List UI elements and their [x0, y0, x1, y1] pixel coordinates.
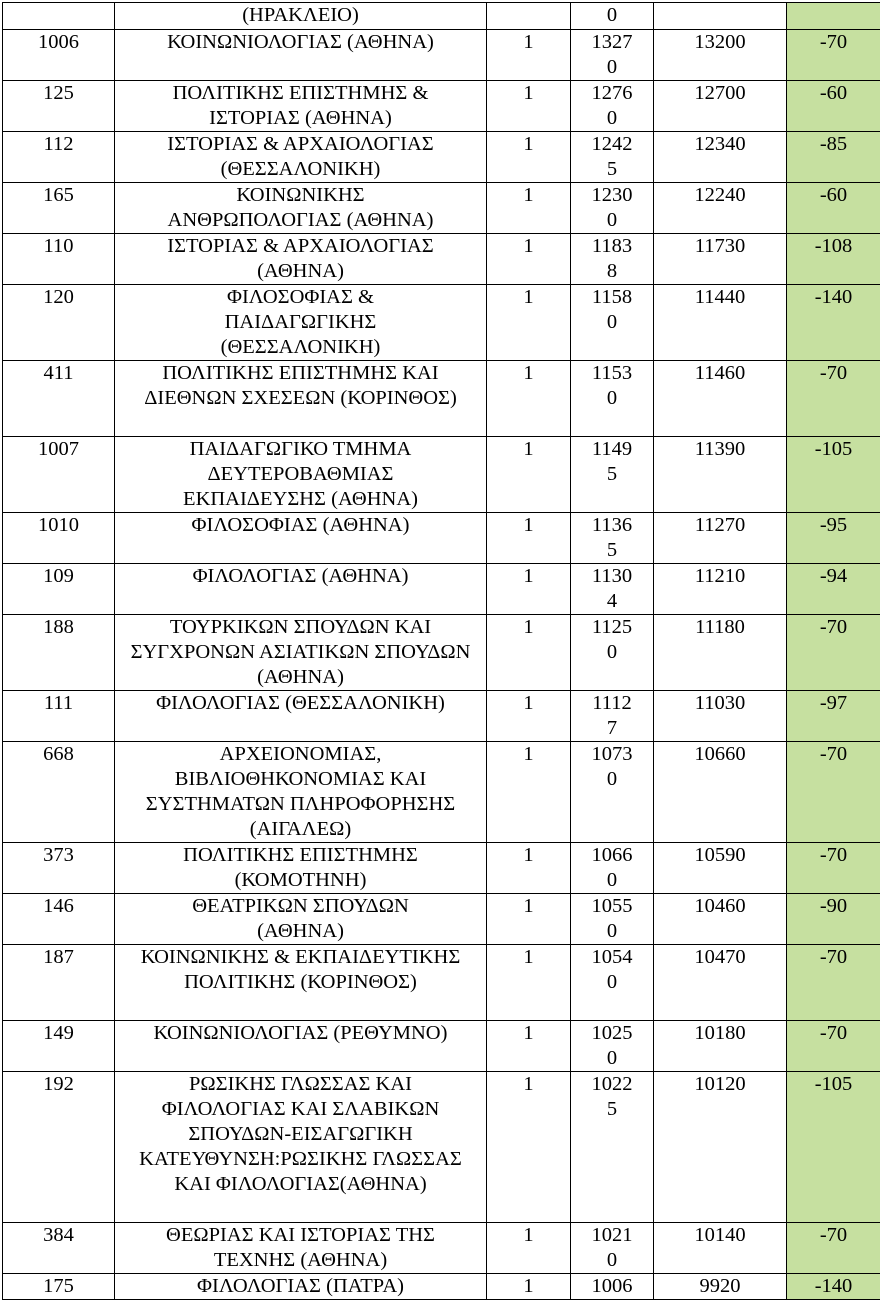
base-cell-text: 11210 [695, 565, 746, 587]
score-cell [571, 742, 654, 843]
difference-cell [787, 615, 880, 691]
difference-cell [787, 361, 880, 437]
code-cell-text: 109 [43, 565, 74, 587]
department-cell-text: ΦΙΛΟΛΟΓΙΑΣ (ΠΑΤΡΑ) [197, 1274, 404, 1299]
positions-cell [487, 361, 571, 437]
difference-cell-text: -94 [820, 565, 847, 587]
base-cell [654, 285, 787, 361]
score-cell-text: 11127 [588, 691, 636, 741]
base-cell-text: 10120 [694, 1073, 745, 1095]
score-cell-text: 10540 [588, 945, 636, 995]
code-cell-text: 110 [44, 235, 74, 257]
base-cell-text: 12700 [694, 82, 745, 104]
code-cell [3, 742, 115, 843]
code-cell [3, 3, 115, 30]
code-cell-text: 175 [43, 1275, 74, 1297]
table-row [3, 742, 880, 843]
positions-cell-text: 1 [523, 514, 533, 536]
department-cell-text: (ΗΡΑΚΛΕΙΟ) [242, 3, 359, 28]
base-cell [654, 945, 787, 1021]
table-row [3, 1021, 880, 1072]
table-row [3, 3, 880, 30]
score-cell [571, 437, 654, 513]
score-cell [571, 361, 654, 437]
positions-cell-text: 1 [523, 438, 533, 460]
table-row [3, 132, 880, 183]
score-cell-text: 12425 [588, 132, 636, 182]
code-cell-text: 120 [43, 286, 74, 308]
department-cell-text: ΠΟΛΙΤΙΚΗΣ ΕΠΙΣΤΗΜΗΣ (ΚΟΜΟΤΗΝΗ) [151, 843, 451, 893]
code-cell-text: 125 [43, 82, 74, 104]
score-cell-text: 10660 [588, 843, 636, 893]
positions-cell [487, 1274, 571, 1300]
score-cell-text: 12300 [588, 183, 636, 233]
score-cell-text: 11530 [588, 361, 636, 411]
department-cell [115, 183, 487, 234]
base-cell [654, 894, 787, 945]
score-cell [571, 564, 654, 615]
base-cell-text: 13200 [694, 31, 745, 53]
table-row [3, 564, 880, 615]
positions-cell [487, 132, 571, 183]
code-cell [3, 843, 115, 894]
positions-cell-text: 1 [523, 844, 533, 866]
difference-cell [787, 234, 880, 285]
base-cell-text: 10460 [694, 895, 745, 917]
code-cell-text: 188 [43, 616, 74, 638]
difference-cell [787, 132, 880, 183]
table-row [3, 1223, 880, 1274]
department-cell [115, 945, 487, 1021]
score-cell [571, 1021, 654, 1072]
department-cell [115, 3, 487, 30]
base-cell-text: 10180 [694, 1022, 745, 1044]
positions-cell-text: 1 [523, 133, 533, 155]
code-cell [3, 894, 115, 945]
score-cell [571, 691, 654, 742]
positions-cell-text: 1 [523, 616, 533, 638]
score-cell [571, 30, 654, 81]
difference-cell [787, 513, 880, 564]
department-cell [115, 742, 487, 843]
table-row [3, 513, 880, 564]
table-row [3, 1072, 880, 1223]
base-cell [654, 1072, 787, 1223]
base-cell [654, 234, 787, 285]
base-cell [654, 81, 787, 132]
code-cell [3, 1223, 115, 1274]
base-cell [654, 183, 787, 234]
difference-cell [787, 285, 880, 361]
score-cell-text: 11580 [588, 285, 636, 335]
base-cell-text: 10590 [694, 844, 745, 866]
score-cell [571, 285, 654, 361]
difference-cell-text: -95 [820, 514, 847, 536]
department-cell-text: ΦΙΛΟΛΟΓΙΑΣ (ΘΕΣΣΑΛΟΝΙΚΗ) [156, 691, 445, 716]
code-cell [3, 437, 115, 513]
department-cell-text: ΚΟΙΝΩΝΙΟΛΟΓΙΑΣ (ΡΕΘΥΜΝΟ) [154, 1021, 448, 1046]
department-cell-text: ΚΟΙΝΩΝΙΚΗΣ & ΕΚΠΑΙΔΕΥΤΙΚΗΣ ΠΟΛΙΤΙΚΗΣ (ΚΟΡΙΝΘΟΣ) [121, 945, 481, 995]
base-cell [654, 437, 787, 513]
difference-cell-text: -70 [820, 844, 847, 866]
score-cell [571, 615, 654, 691]
positions-cell-text: 1 [523, 1275, 533, 1297]
positions-cell-text: 1 [523, 565, 533, 587]
difference-cell-text: -70 [820, 1224, 847, 1246]
score-cell [571, 843, 654, 894]
code-cell-text: 187 [43, 946, 74, 968]
code-cell [3, 1072, 115, 1223]
department-cell [115, 1072, 487, 1223]
positions-cell-text: 1 [523, 1022, 533, 1044]
difference-cell-text: -105 [815, 438, 853, 460]
code-cell [3, 1021, 115, 1072]
score-cell [571, 234, 654, 285]
table-row [3, 894, 880, 945]
positions-cell [487, 615, 571, 691]
difference-cell [787, 1021, 880, 1072]
code-cell-text: 192 [43, 1073, 74, 1095]
code-cell-text: 111 [44, 692, 73, 714]
base-cell-text: 11180 [695, 616, 745, 638]
department-cell [115, 81, 487, 132]
base-cell [654, 742, 787, 843]
positions-cell [487, 183, 571, 234]
positions-cell [487, 564, 571, 615]
department-cell [115, 843, 487, 894]
table-row [3, 1274, 880, 1300]
table-row [3, 691, 880, 742]
positions-cell [487, 513, 571, 564]
difference-cell-text: -97 [820, 692, 847, 714]
table-row [3, 30, 880, 81]
code-cell [3, 945, 115, 1021]
table-row [3, 81, 880, 132]
department-cell [115, 513, 487, 564]
department-cell-text: ΠΑΙΔΑΓΩΓΙΚΟ ΤΜΗΜΑ ΔΕΥΤΕΡΟΒΑΘΜΙΑΣ ΕΚΠΑΙΔΕΥΣΗΣ (ΑΘΗΝΑ) [151, 437, 451, 512]
base-cell [654, 1223, 787, 1274]
score-cell [571, 513, 654, 564]
code-cell [3, 1274, 115, 1300]
base-cell-text: 10660 [694, 743, 745, 765]
code-cell [3, 615, 115, 691]
department-cell-text: ΑΡΧΕΙΟΝΟΜΙΑΣ, ΒΙΒΛΙΟΘΗΚΟΝΟΜΙΑΣ ΚΑΙ ΣΥΣΤΗΜΑΤΩΝ ΠΛΗΡΟΦΟΡΗΣΗΣ (ΑΙΓΑΛΕΩ) [121, 742, 481, 842]
table-row [3, 234, 880, 285]
base-cell [654, 691, 787, 742]
base-cell [654, 843, 787, 894]
score-cell-text: 13270 [588, 30, 636, 80]
base-cell [654, 564, 787, 615]
score-cell-text: 11250 [588, 615, 636, 665]
difference-cell [787, 1223, 880, 1274]
difference-cell [787, 1072, 880, 1223]
base-cell [654, 615, 787, 691]
code-cell [3, 361, 115, 437]
code-cell-text: 112 [44, 133, 74, 155]
positions-cell-text: 1 [523, 946, 533, 968]
score-cell [571, 1274, 654, 1300]
results-table [2, 2, 880, 1300]
score-cell-text: 11838 [588, 234, 636, 284]
positions-cell [487, 234, 571, 285]
difference-cell-text: -70 [820, 946, 847, 968]
score-cell-text: 1006 [588, 1274, 636, 1299]
base-cell-text: 12240 [694, 184, 745, 206]
code-cell-text: 146 [43, 895, 74, 917]
positions-cell-text: 1 [523, 1073, 533, 1095]
department-cell-text: ΙΣΤΟΡΙΑΣ & ΑΡΧΑΙΟΛΟΓΙΑΣ (ΘΕΣΣΑΛΟΝΙΚΗ) [131, 132, 471, 182]
difference-cell-text: -108 [815, 235, 853, 257]
difference-cell-text: -105 [815, 1073, 853, 1095]
positions-cell-text: 1 [523, 286, 533, 308]
code-cell [3, 691, 115, 742]
department-cell-text: ΚΟΙΝΩΝΙΚΗΣ ΑΝΘΡΩΠΟΛΟΓΙΑΣ (ΑΘΗΝΑ) [151, 183, 451, 233]
score-cell-text: 12760 [588, 81, 636, 131]
department-cell [115, 437, 487, 513]
table-row [3, 843, 880, 894]
table-row [3, 361, 880, 437]
base-cell-text: 9920 [700, 1275, 741, 1297]
base-cell-text: 11030 [695, 692, 746, 714]
code-cell [3, 81, 115, 132]
difference-cell-text: -70 [820, 743, 847, 765]
positions-cell-text: 1 [523, 235, 533, 257]
difference-cell [787, 30, 880, 81]
score-cell [571, 894, 654, 945]
code-cell [3, 513, 115, 564]
base-cell [654, 3, 787, 30]
code-cell [3, 132, 115, 183]
department-cell-text: ΙΣΤΟΡΙΑΣ & ΑΡΧΑΙΟΛΟΓΙΑΣ (ΑΘΗΝΑ) [131, 234, 471, 284]
code-cell [3, 183, 115, 234]
code-cell-text: 1007 [38, 438, 79, 460]
code-cell-text: 384 [43, 1224, 74, 1246]
department-cell-text: ΤΟΥΡΚΙΚΩΝ ΣΠΟΥΔΩΝ ΚΑΙ ΣΥΓΧΡΟΝΩΝ ΑΣΙΑΤΙΚΩΝ ΣΠΟΥΔΩΝ (ΑΘΗΝΑ) [121, 615, 481, 690]
difference-cell-text: -70 [820, 616, 847, 638]
score-cell-text: 11365 [588, 513, 636, 563]
difference-cell-text: -60 [820, 82, 847, 104]
department-cell [115, 132, 487, 183]
department-cell-text: ΘΕΑΤΡΙΚΩΝ ΣΠΟΥΔΩΝ (ΑΘΗΝΑ) [151, 894, 451, 944]
score-cell [571, 1072, 654, 1223]
positions-cell [487, 81, 571, 132]
difference-cell [787, 945, 880, 1021]
table-row [3, 615, 880, 691]
base-cell [654, 30, 787, 81]
department-cell [115, 691, 487, 742]
results-table-body [3, 3, 880, 1300]
positions-cell-text: 1 [523, 895, 533, 917]
difference-cell [787, 183, 880, 234]
positions-cell-text: 1 [523, 743, 533, 765]
positions-cell-text: 1 [523, 31, 533, 53]
difference-cell-text: -70 [820, 31, 847, 53]
difference-cell-text: -140 [815, 1275, 853, 1297]
difference-cell-text: -70 [820, 362, 847, 384]
positions-cell-text: 1 [523, 82, 533, 104]
code-cell-text: 411 [44, 362, 74, 384]
table-row [3, 285, 880, 361]
code-cell [3, 564, 115, 615]
department-cell [115, 1223, 487, 1274]
code-cell [3, 30, 115, 81]
code-cell-text: 668 [43, 743, 74, 765]
score-cell-text: 10730 [588, 742, 636, 792]
code-cell-text: 1006 [38, 31, 79, 53]
base-cell [654, 513, 787, 564]
positions-cell [487, 30, 571, 81]
difference-cell [787, 437, 880, 513]
department-cell-text: ΡΩΣΙΚΗΣ ΓΛΩΣΣΑΣ ΚΑΙ ΦΙΛΟΛΟΓΙΑΣ ΚΑΙ ΣΛΑΒΙΚΩΝ ΣΠΟΥΔΩΝ-ΕΙΣΑΓΩΓΙΚΗ ΚΑΤΕΥΘΥΝΣΗ:ΡΩΣΙΚΗΣ ΓΛΩΣΣΑΣ ΚΑΙ ΦΙΛΟΛΟΓΙΑΣ(ΑΘΗΝΑ) [126, 1072, 476, 1197]
positions-cell [487, 894, 571, 945]
positions-cell [487, 843, 571, 894]
positions-cell [487, 437, 571, 513]
department-cell-text: ΘΕΩΡΙΑΣ ΚΑΙ ΙΣΤΟΡΙΑΣ ΤΗΣ ΤΕΧΝΗΣ (ΑΘΗΝΑ) [136, 1223, 466, 1273]
score-cell [571, 945, 654, 1021]
score-cell-text: 10550 [588, 894, 636, 944]
difference-cell [787, 3, 880, 30]
department-cell-text: ΠΟΛΙΤΙΚΗΣ ΕΠΙΣΤΗΜΗΣ & ΙΣΤΟΡΙΑΣ (ΑΘΗΝΑ) [151, 81, 451, 131]
department-cell [115, 1021, 487, 1072]
base-cell-text: 11440 [695, 286, 746, 308]
difference-cell [787, 843, 880, 894]
department-cell [115, 894, 487, 945]
positions-cell [487, 3, 571, 30]
difference-cell [787, 564, 880, 615]
difference-cell [787, 691, 880, 742]
score-cell-text: 0 [607, 3, 617, 28]
difference-cell [787, 1274, 880, 1300]
base-cell-text: 11460 [695, 362, 746, 384]
positions-cell-text: 1 [523, 692, 533, 714]
base-cell-text: 10470 [694, 946, 745, 968]
positions-cell [487, 1021, 571, 1072]
base-cell-text: 10140 [694, 1224, 745, 1246]
department-cell [115, 285, 487, 361]
base-cell-text: 11390 [695, 438, 746, 460]
department-cell [115, 234, 487, 285]
score-cell [571, 1223, 654, 1274]
department-cell [115, 1274, 487, 1300]
positions-cell [487, 1072, 571, 1223]
score-cell-text: 10250 [588, 1021, 636, 1071]
score-cell [571, 132, 654, 183]
base-cell-text: 11270 [695, 514, 746, 536]
score-cell [571, 81, 654, 132]
table-row [3, 437, 880, 513]
score-cell [571, 183, 654, 234]
positions-cell-text: 1 [523, 362, 533, 384]
base-cell-text: 12340 [694, 133, 745, 155]
difference-cell [787, 742, 880, 843]
code-cell-text: 1010 [38, 514, 79, 536]
base-cell [654, 1274, 787, 1300]
table-row [3, 945, 880, 1021]
base-cell-text: 11730 [695, 235, 746, 257]
positions-cell-text: 1 [523, 1224, 533, 1246]
base-cell [654, 1021, 787, 1072]
difference-cell [787, 894, 880, 945]
department-cell [115, 564, 487, 615]
difference-cell-text: -90 [820, 895, 847, 917]
positions-cell [487, 691, 571, 742]
department-cell [115, 615, 487, 691]
score-cell-text: 10225 [588, 1072, 636, 1122]
base-cell [654, 132, 787, 183]
code-cell-text: 373 [43, 844, 74, 866]
code-cell-text: 149 [43, 1022, 74, 1044]
base-cell [654, 361, 787, 437]
department-cell [115, 30, 487, 81]
positions-cell [487, 945, 571, 1021]
department-cell-text: ΠΟΛΙΤΙΚΗΣ ΕΠΙΣΤΗΜΗΣ ΚΑΙ ΔΙΕΘΝΩΝ ΣΧΕΣΕΩΝ (ΚΟΡΙΝΘΟΣ) [126, 361, 476, 411]
department-cell-text: ΦΙΛΟΛΟΓΙΑΣ (ΑΘΗΝΑ) [193, 564, 409, 589]
difference-cell-text: -140 [815, 286, 853, 308]
difference-cell-text: -70 [820, 1022, 847, 1044]
score-cell-text: 11304 [588, 564, 636, 614]
positions-cell [487, 1223, 571, 1274]
code-cell-text: 165 [43, 184, 74, 206]
department-cell [115, 361, 487, 437]
score-cell-text: 10210 [588, 1223, 636, 1273]
department-cell-text: ΦΙΛΟΣΟΦΙΑΣ (ΑΘΗΝΑ) [192, 513, 410, 538]
code-cell [3, 234, 115, 285]
difference-cell-text: -60 [820, 184, 847, 206]
difference-cell [787, 81, 880, 132]
positions-cell [487, 285, 571, 361]
positions-cell [487, 742, 571, 843]
department-cell-text: ΚΟΙΝΩΝΙΟΛΟΓΙΑΣ (ΑΘΗΝΑ) [167, 30, 434, 55]
code-cell [3, 285, 115, 361]
table-row [3, 183, 880, 234]
department-cell-text: ΦΙΛΟΣΟΦΙΑΣ & ΠΑΙΔΑΓΩΓΙΚΗΣ (ΘΕΣΣΑΛΟΝΙΚΗ) [166, 285, 436, 360]
positions-cell-text: 1 [523, 184, 533, 206]
score-cell-text: 11495 [588, 437, 636, 487]
difference-cell-text: -85 [820, 133, 847, 155]
score-cell [571, 3, 654, 30]
